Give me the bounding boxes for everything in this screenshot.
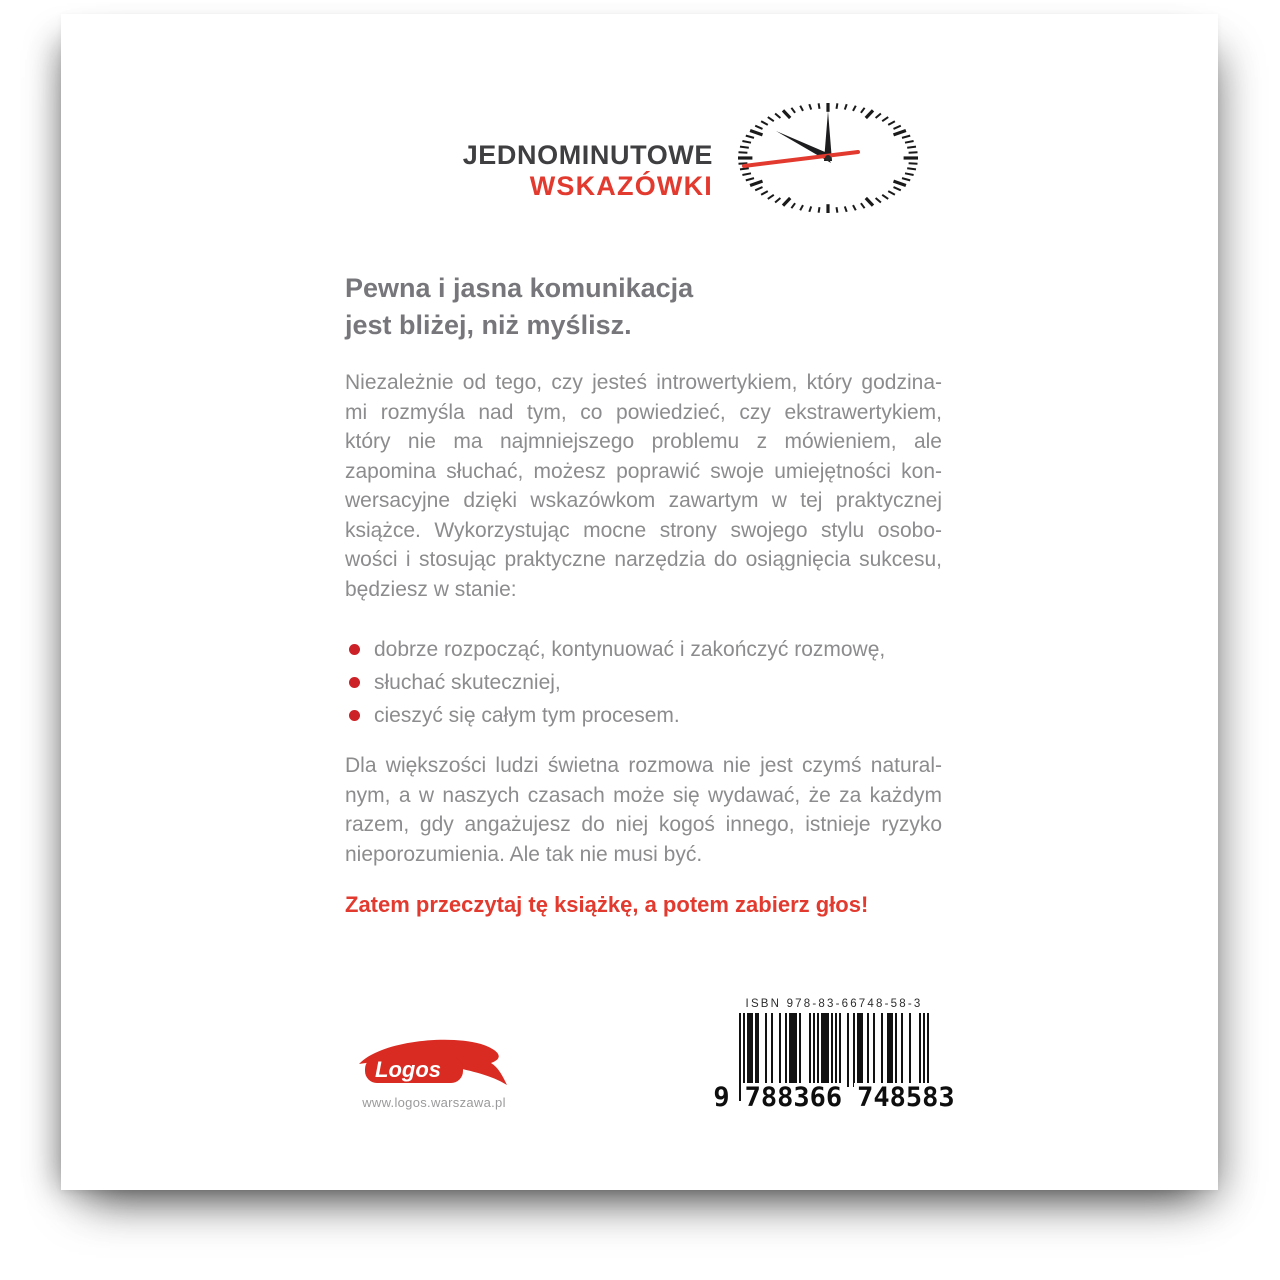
- isbn-label: ISBN 978-83-66748-58-3: [745, 998, 923, 1010]
- outro-paragraph: [345, 751, 942, 869]
- publisher-logo-text: Logos: [375, 1057, 441, 1082]
- text-line: książce. Wykorzystując mocne strony swojego stylu osobo-: [345, 518, 942, 542]
- barcode: [713, 998, 955, 1113]
- book-back-cover: [61, 14, 1218, 1190]
- text-line: Dla większości ludzi świetna rozmowa nie jest czymś natural-: [345, 754, 942, 777]
- text-line: wersacyjne dzięki wskazówkom zawartym w tej praktycznej: [345, 489, 942, 512]
- text-line: wości i stosując praktyczne narzędzia do osiągnięcia sukcesu,: [345, 548, 942, 571]
- barcode-digit-group: 788366: [742, 1083, 846, 1113]
- intro-paragraph: [345, 368, 942, 604]
- bullet-text: słuchać skuteczniej,: [374, 671, 561, 694]
- series-title-line1: JEDNOMINUTOWE: [462, 140, 713, 170]
- bullet-icon: [349, 644, 360, 655]
- series-title-line2: WSKAZÓWKI: [529, 171, 713, 201]
- list-item: [349, 701, 949, 734]
- clock-icon: [733, 98, 923, 218]
- text-line: który nie ma najmniejszego problemu z mówieniem, ale: [345, 430, 942, 453]
- bullet-icon: [349, 677, 360, 688]
- publisher-logo-icon: [349, 1034, 519, 1092]
- clock-center-dot: [825, 155, 831, 161]
- text-line: mi rozmyśla nad tym, co powiedzieć, czy ekstrawertykiem,: [345, 400, 942, 424]
- list-item: [349, 668, 949, 701]
- call-to-action: Zatem przeczytaj tę książkę, a potem zabierz głos!: [345, 892, 869, 917]
- bullet-text: dobrze rozpocząć, kontynuować i zakończyć rozmowę,: [374, 638, 886, 661]
- barcode-digits: [713, 1082, 955, 1113]
- text-line: nieporozumienia. Ale tak nie musi być.: [345, 842, 703, 866]
- series-title: [463, 140, 713, 202]
- text-line: Niezależnie od tego, czy jesteś introwertykiem, który godzina-: [345, 371, 942, 394]
- bullet-icon: [349, 710, 360, 721]
- benefits-list: [349, 635, 949, 734]
- tagline: [345, 270, 693, 344]
- text-line: razem, gdy angażujesz do niej kogoś innego, istnieje ryzyko: [345, 813, 942, 836]
- clock-second-hand: [744, 152, 858, 166]
- barcode-digit-group: 748583: [854, 1083, 958, 1113]
- publisher-block: [349, 1034, 519, 1110]
- text-line: będziesz w stanie:: [345, 577, 517, 601]
- tagline-line2: jest bliżej, niż myślisz.: [345, 310, 632, 340]
- publisher-url: www.logos.warszawa.pl: [362, 1095, 506, 1110]
- barcode-digit-group: 9: [710, 1083, 732, 1113]
- tagline-line1: Pewna i jasna komunikacja: [345, 273, 694, 303]
- list-item: [349, 635, 949, 668]
- text-line: zapomina słuchać, możesz poprawić swoje umiejętności kon-: [345, 459, 942, 483]
- text-line: nym, a w naszych czasach może się wydawać, że za każdym: [345, 783, 942, 807]
- bullet-text: cieszyć się całym tym procesem.: [374, 704, 680, 727]
